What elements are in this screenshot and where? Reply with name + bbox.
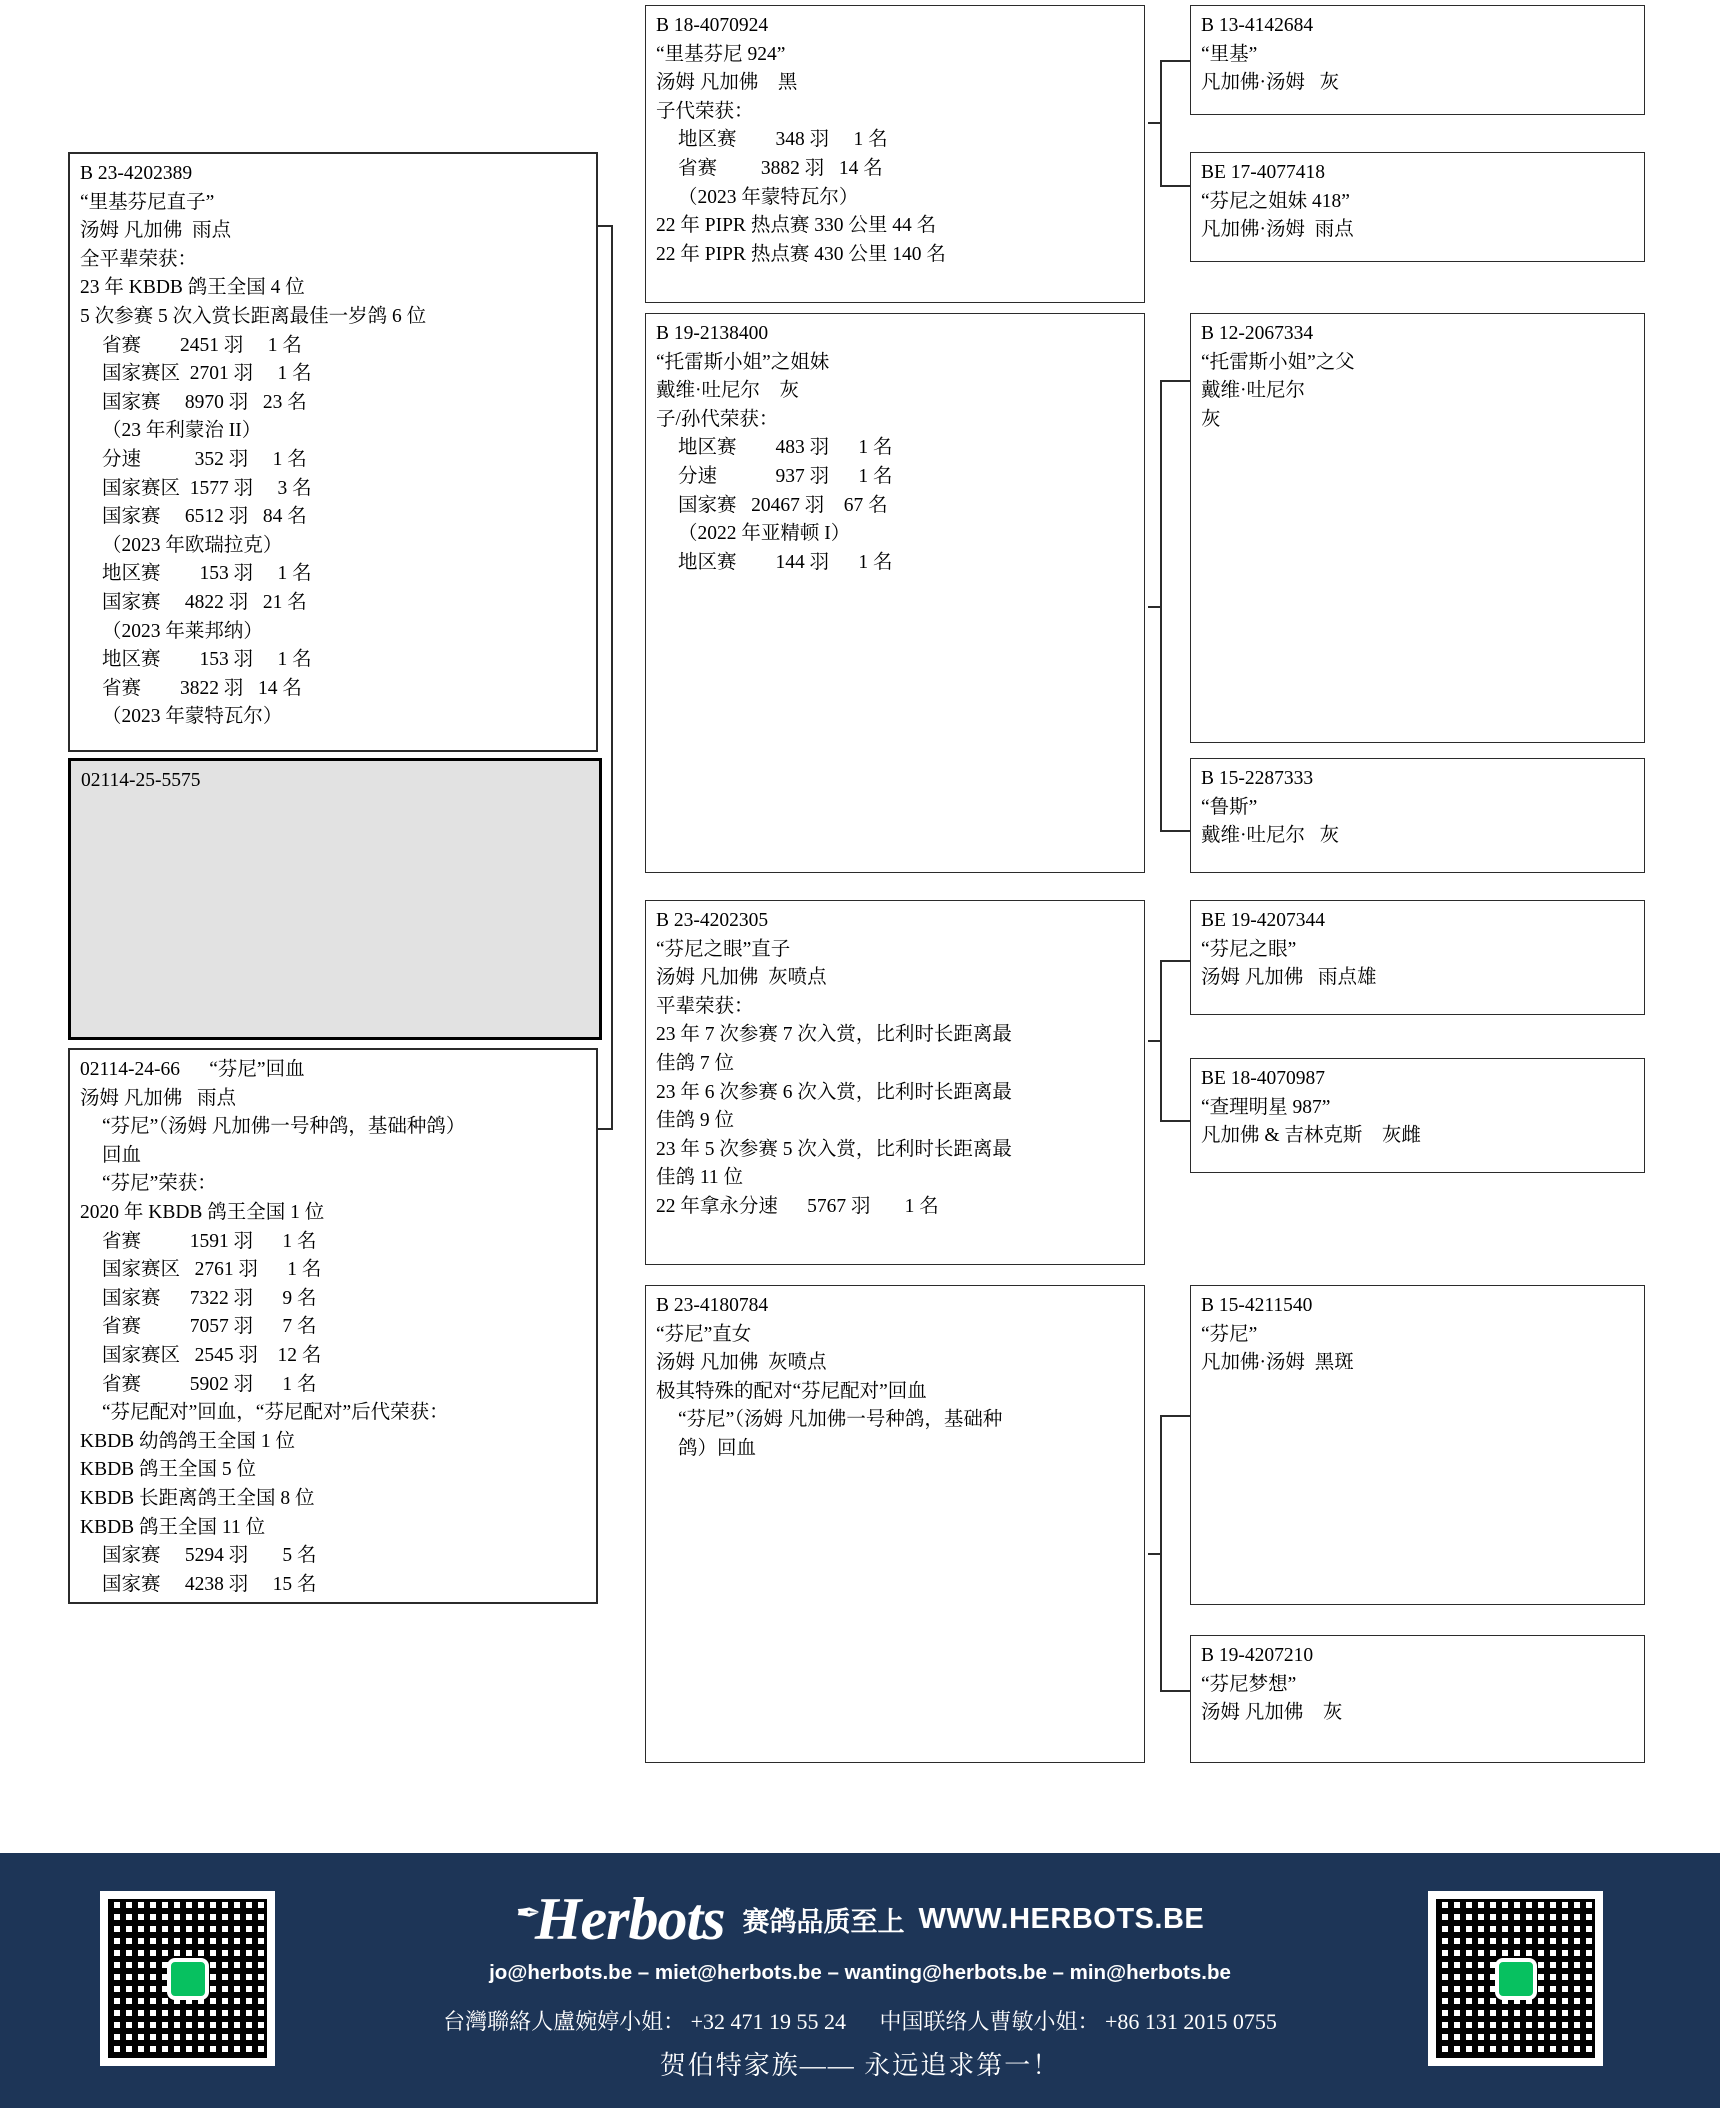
connector — [1160, 830, 1190, 832]
herbots-logo: Herbots — [534, 1886, 725, 1952]
pigeon-name: “托雷斯小姐”之父 — [1201, 351, 1355, 373]
ring: B 18-4070924 — [656, 15, 769, 36]
pigeon-name: “芬尼之眼”直子 — [656, 938, 791, 960]
dam-result: KBDB 鸽王全国 11 位 — [80, 1516, 266, 1538]
breeder: 戴维·吐尼尔 — [1201, 380, 1305, 402]
result: 佳鸽 9 位 — [656, 1110, 735, 1132]
breeder: 汤姆 凡加佛 灰 — [1201, 1702, 1343, 1724]
dam-result: KBDB 幼鸽鸽王全国 1 位 — [80, 1430, 296, 1452]
result: 22 年 PIPR 热点赛 330 公里 44 名 — [656, 215, 937, 237]
connector — [1160, 1415, 1190, 1417]
dam-result: 省赛 7057 羽 7 名 — [102, 1316, 317, 1338]
dam-result: 国家赛 5294 羽 5 名 — [102, 1545, 317, 1567]
brand-line — [370, 1885, 1350, 1954]
contact-taiwan: 台灣聯絡人盧婉婷小姐： +32 471 19 55 24 — [443, 2009, 846, 2034]
sire-result: 省赛 3822 羽 14 名 — [102, 677, 302, 699]
pigeon-name: “芬尼” — [1201, 1323, 1258, 1345]
ring: B 23-4202305 — [656, 910, 769, 931]
ring: B 15-4211540 — [1201, 1295, 1313, 1316]
connector — [597, 225, 613, 227]
breeder: 汤姆 凡加佛 雨点雄 — [1201, 967, 1377, 989]
brand-slogan: 赛鸽品质至上 — [742, 1907, 905, 1937]
pigeon-name: “芬尼之眼” — [1201, 938, 1297, 960]
pigeon-name: “查理明星 987” — [1201, 1096, 1331, 1118]
sire-result: 国家赛区 1577 羽 3 名 — [102, 477, 312, 499]
ring: BE 18-4070987 — [1201, 1068, 1326, 1089]
connector — [1160, 960, 1190, 962]
sire-result: 国家赛 6512 羽 84 名 — [102, 506, 307, 528]
race: （2022 年亚精顿 I） — [678, 523, 851, 545]
sire-breeder: 汤姆 凡加佛 雨点 — [80, 220, 232, 242]
breeder: 汤姆 凡加佛 灰喷点 — [656, 1352, 827, 1374]
result: 23 年 6 次参赛 6 次入赏，比利时长距离最 — [656, 1081, 1012, 1103]
pigeon-name: “芬尼梦想” — [1201, 1673, 1297, 1695]
breeder: 汤姆 凡加佛 灰喷点 — [656, 967, 827, 989]
dam-result: KBDB 鸽王全国 5 位 — [80, 1459, 257, 1481]
pigeon-name: “里基” — [1201, 43, 1258, 65]
connector — [1160, 60, 1190, 62]
result: 地区赛 483 羽 1 名 — [678, 437, 893, 459]
note: 鸽）回血 — [678, 1437, 757, 1459]
ring: B 19-2138400 — [656, 323, 769, 344]
contact-emails[interactable]: jo@herbots.be – miet@herbots.be – wanting@herbots.be – min@herbots.be — [489, 1961, 1231, 1984]
footer-banner — [0, 1853, 1720, 2108]
result: 地区赛 144 羽 1 名 — [678, 551, 893, 573]
sire-result: 地区赛 153 羽 1 名 — [102, 649, 312, 671]
dam-result: 省赛 1591 羽 1 名 — [102, 1230, 317, 1252]
breeder: 凡加佛·汤姆 灰 — [1201, 72, 1340, 94]
dam-result: 省赛 5902 羽 1 名 — [102, 1373, 317, 1395]
pigeon-name: “托雷斯小姐”之姐妹 — [656, 351, 830, 373]
ring: B 12-2067334 — [1201, 323, 1314, 344]
result: 省赛 3882 羽 14 名 — [678, 157, 883, 179]
result: 22 年 PIPR 热点赛 430 公里 140 名 — [656, 243, 946, 265]
dam-note: “芬尼配对”回血，“芬尼配对”后代荣获： — [102, 1402, 449, 1424]
breeder: 戴维·吐尼尔 灰 — [656, 380, 799, 402]
result: 地区赛 348 羽 1 名 — [678, 129, 888, 151]
dam-note: “芬尼”（汤姆 凡加佛一号种鸽，基础种鸽） — [102, 1116, 466, 1138]
subject-box — [68, 758, 602, 1040]
dam-result: 国家赛区 2545 羽 12 名 — [102, 1344, 322, 1366]
contact-china: 中国联络人曹敏小姐： +86 131 2015 0755 — [879, 2009, 1277, 2034]
breeder: 凡加佛·汤姆 雨点 — [1201, 219, 1354, 241]
connector — [1160, 185, 1190, 187]
ring: B 23-4180784 — [656, 1295, 769, 1316]
sire-result: 分速 352 羽 1 名 — [102, 448, 307, 470]
ggp-2-box — [1190, 152, 1645, 262]
results-header: 子代荣获： — [656, 100, 754, 122]
sire-race: （2023 年莱邦纳） — [102, 620, 263, 642]
sire-result: 5 次参赛 5 次入赏长距离最佳一岁鸽 6 位 — [80, 305, 427, 327]
pigeon-name: “芬尼之姐妹 418” — [1201, 190, 1350, 212]
sire-result: 国家赛区 2701 羽 1 名 — [102, 363, 312, 385]
connector — [1148, 122, 1162, 124]
sire-result: 23 年 KBDB 鸽王全国 4 位 — [80, 277, 305, 299]
grandsire-paternal-box — [645, 5, 1145, 303]
result: 佳鸽 7 位 — [656, 1052, 735, 1074]
connector — [611, 225, 613, 1130]
results-header: 子/孙代荣获： — [656, 408, 779, 430]
dam-results-header: “芬尼”荣获： — [102, 1173, 217, 1195]
result: 国家赛 20467 羽 67 名 — [678, 494, 888, 516]
result: 分速 937 羽 1 名 — [678, 465, 893, 487]
ggp-4-box — [1190, 758, 1645, 873]
ggp-6-box — [1190, 1058, 1645, 1173]
connector — [1148, 1040, 1162, 1042]
wechat-icon — [1495, 1958, 1537, 2000]
feather-icon: ✒ — [515, 1897, 541, 1931]
breeder: 汤姆 凡加佛 黑 — [656, 72, 798, 94]
ggp-8-box — [1190, 1635, 1645, 1763]
connector — [1160, 1120, 1190, 1122]
sire-name: “里基芬尼直子” — [80, 191, 215, 213]
race: （2023 年蒙特瓦尔） — [678, 186, 859, 208]
connector — [1160, 380, 1190, 382]
ring: B 13-4142684 — [1201, 15, 1314, 36]
result: 22 年拿永分速 5767 羽 1 名 — [656, 1195, 939, 1217]
ggp-7-box — [1190, 1285, 1645, 1605]
dam-breeder: 汤姆 凡加佛 雨点 — [80, 1087, 237, 1109]
breeder: 戴维·吐尼尔 灰 — [1201, 825, 1340, 847]
dam-ring: 02114-24-66 “芬尼”回血 — [80, 1059, 305, 1080]
breeder: 凡加佛·汤姆 黑斑 — [1201, 1352, 1354, 1374]
dam-result: KBDB 长距离鸽王全国 8 位 — [80, 1487, 315, 1509]
dam-result: 国家赛 4238 羽 15 名 — [102, 1573, 317, 1595]
pigeon-name: “芬尼”直女 — [656, 1323, 752, 1345]
sire-result: 省赛 2451 羽 1 名 — [102, 334, 302, 356]
ggp-5-box — [1190, 900, 1645, 1015]
ring: B 15-2287333 — [1201, 768, 1314, 789]
note: 极其特殊的配对“芬尼配对”回血 — [656, 1380, 927, 1402]
footer-tagline: 贺伯特家族—— 永远追求第一！ — [659, 2051, 1061, 2080]
connector — [597, 1128, 613, 1130]
ring: BE 17-4077418 — [1201, 162, 1326, 183]
sire-race: （2023 年蒙特瓦尔） — [102, 706, 283, 728]
qr-code-right — [1428, 1891, 1603, 2066]
sire-box — [68, 152, 598, 752]
pigeon-name: “里基芬尼 924” — [656, 43, 786, 65]
sire-race: （2023 年欧瑞拉克） — [102, 534, 283, 556]
contact-phones — [250, 2005, 1470, 2036]
dam-result: 国家赛 7322 羽 9 名 — [102, 1287, 317, 1309]
qr-code-left — [100, 1891, 275, 2066]
color: 灰 — [1201, 408, 1221, 430]
result: 23 年 7 次参赛 7 次入赏，比利时长距离最 — [656, 1024, 1012, 1046]
result: 佳鸽 11 位 — [656, 1167, 744, 1189]
result: 23 年 5 次参赛 5 次入赏，比利时长距离最 — [656, 1138, 1012, 1160]
ring: BE 19-4207344 — [1201, 910, 1326, 931]
sire-result: 国家赛 4822 羽 21 名 — [102, 591, 307, 613]
granddam-maternal-box — [645, 1285, 1145, 1763]
ggp-3-box — [1190, 313, 1645, 743]
wechat-icon — [167, 1958, 209, 2000]
dam-note: 回血 — [102, 1144, 142, 1166]
subject-ring: 02114-25-5575 — [81, 770, 201, 791]
connector — [1160, 1690, 1190, 1692]
sire-results-header: 全平辈荣获： — [80, 248, 198, 270]
breeder: 凡加佛 & 吉林克斯 灰雌 — [1201, 1125, 1421, 1147]
sire-race: （23 年利蒙治 II） — [102, 420, 262, 442]
connector — [1148, 606, 1162, 608]
sire-ring: B 23-4202389 — [80, 163, 193, 184]
pigeon-name: “鲁斯” — [1201, 796, 1258, 818]
connector — [1148, 1553, 1162, 1555]
sire-result: 国家赛 8970 羽 23 名 — [102, 391, 307, 413]
ggp-1-box — [1190, 5, 1645, 115]
dam-box — [68, 1048, 598, 1604]
results-header: 平辈荣获： — [656, 995, 754, 1017]
note: “芬尼”（汤姆 凡加佛一号种鸽，基础种 — [678, 1409, 1003, 1431]
website-link[interactable]: WWW.HERBOTS.BE — [918, 1903, 1205, 1935]
sire-result: 地区赛 153 羽 1 名 — [102, 563, 312, 585]
dam-result: 2020 年 KBDB 鸽王全国 1 位 — [80, 1201, 325, 1223]
grandsire-maternal-box — [645, 900, 1145, 1265]
ring: B 19-4207210 — [1201, 1645, 1314, 1666]
dam-result: 国家赛区 2761 羽 1 名 — [102, 1259, 322, 1281]
granddam-paternal-box — [645, 313, 1145, 873]
